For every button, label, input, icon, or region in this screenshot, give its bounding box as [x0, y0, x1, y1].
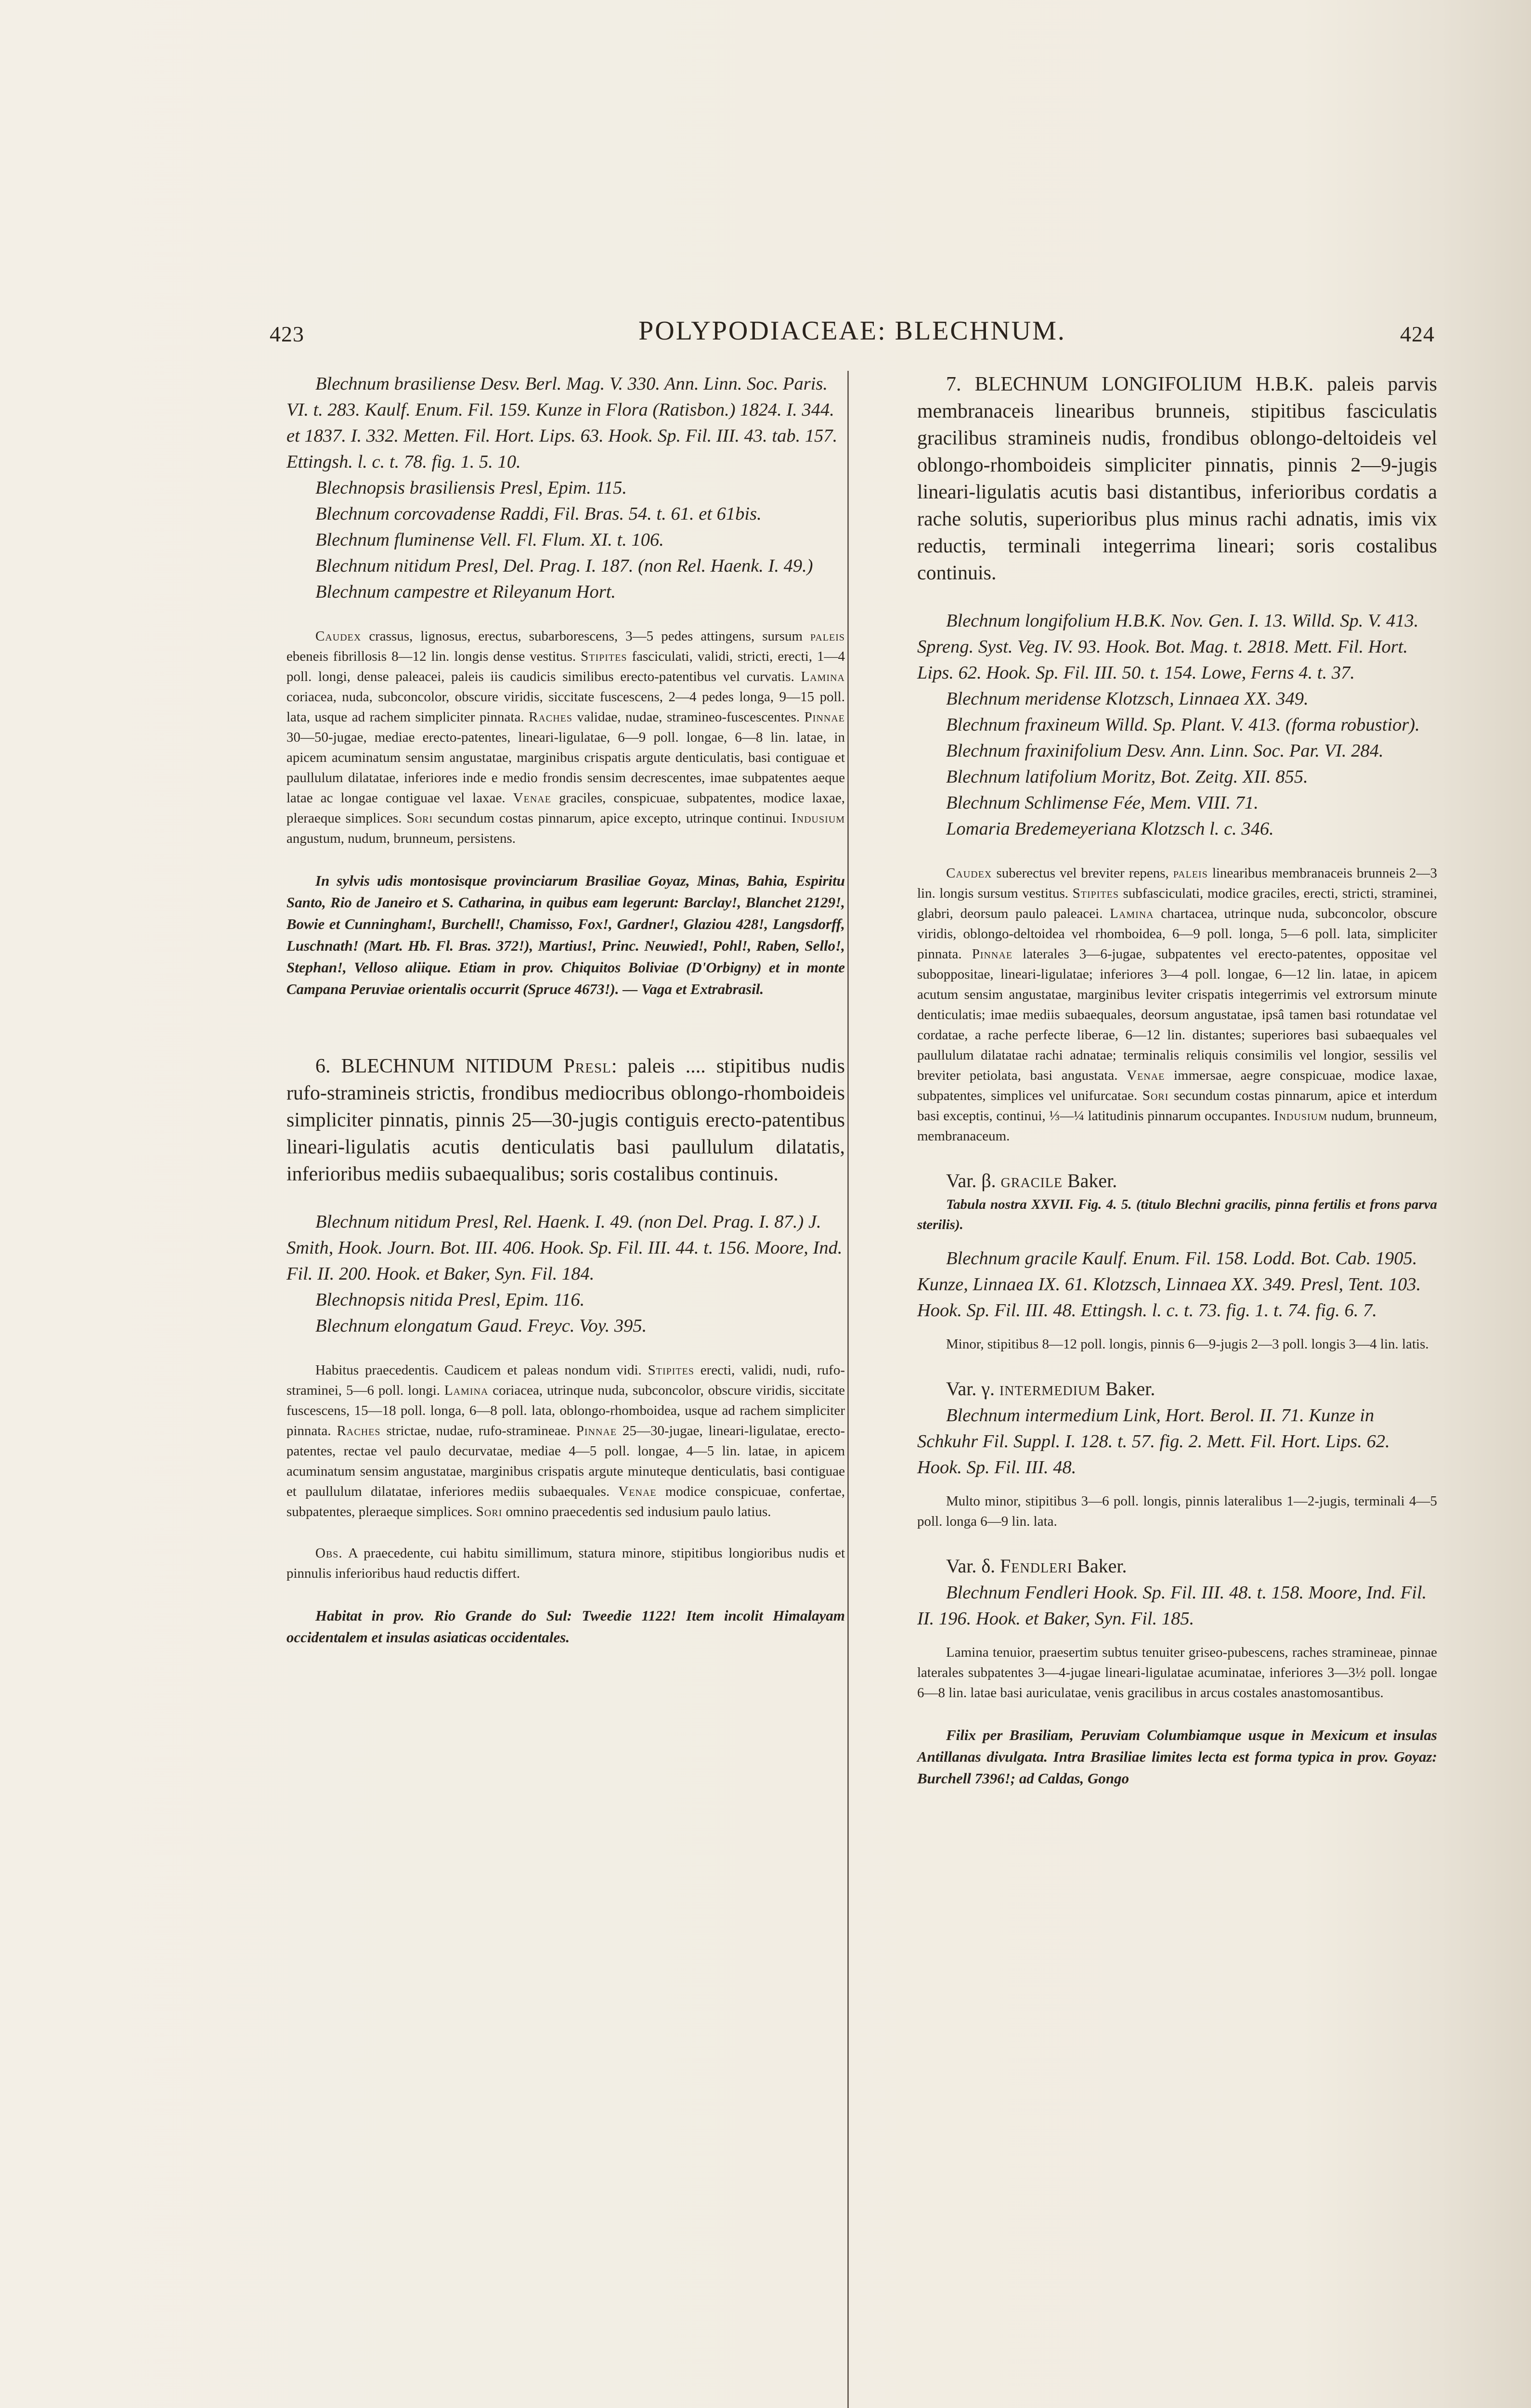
term: Pinnae [972, 946, 1013, 962]
synonym: Blechnopsis nitida Presl, Epim. 116. [315, 1290, 585, 1310]
species-6-diagnosis: 6. BLECHNUM NITIDUM Presl: paleis .... stipitibus nudis rufo-stramineis strictis, frondibus mediocribus oblongo-rhomboideis simpliciter pinnatis, pinnis 25—30-jugis contiguis erecto-patentibus lineari-ligulatis acutis denticulatis basi paullulum dilatatis, inferioribus mediis subaequalibus; soris costalibus continuis. [286, 1055, 845, 1185]
term: Venae [1127, 1068, 1165, 1083]
term: Sori [1142, 1088, 1169, 1103]
synonym: Blechnum corcovadense Raddi, Fil. Bras. 54. t. 61. et 61bis. [315, 504, 762, 524]
term: Lamina [444, 1383, 489, 1398]
term: Indusium [1273, 1108, 1327, 1124]
page-number-left: 423 [270, 322, 304, 346]
term: Stipites [648, 1362, 694, 1378]
synonym: Blechnum campestre et Rileyanum Hort. [315, 582, 616, 602]
locality-longifolium: Filix per Brasiliam, Peruviam Columbiamque usque in Mexicum et insulas Antillanas divulgata. Intra Brasiliae limites lecta est forma typica in prov. Goyaz: Burchell 7396!; ad Caldas, Gongo [917, 1727, 1437, 1787]
locality-nitidum: Habitat in prov. Rio Grande do Sul: Tweedie 1122! Item incolit Himalayam occidentalem et insulas asiaticas occidentales. [286, 1607, 845, 1646]
term: Indusium [791, 811, 845, 826]
synonym: Blechnum longifolium H.B.K. Nov. Gen. I. 13. Willd. Sp. V. 413. Spreng. Syst. Veg. IV. 93. Hook. Bot. Mag. t. 2818. Mett. Fil. Hort. Lips. 62. Hook. Sp. Fil. III. 50. t. 154. Lowe, Ferns 4. t. 37. [917, 611, 1419, 683]
synonym: Blechnum Schlimense Fée, Mem. VIII. 71. [946, 793, 1259, 813]
description-brasiliense: Caudex crassus, lignosus, erectus, subarborescens, 3—5 pedes attingens, sursum paleis ebeneis fibrillosis 8—12 lin. longis dense vestitus. Stipites fasciculati, validi, stricti, erecti, 1—4 poll. longi, dense paleacei, paleis iis caudicis similibus erecto-patentibus vel curvatis. Lamina coriacea, nuda, subconcolor, obscure viridis, siccitate fuscescens, 2—4 pedes longa, 9—15 poll. lata, usque ad rachem simpliciter pinnata. Raches validae, nudae, stramineo-fuscescentes. Pinnae 30—50-jugae, mediae erecto-patentes, lineari-ligulatae, 6—9 poll. longae, 6—8 lin. latae, in apicem acuminatum sensim angustatae, marginibus crispatis argute denticulatis, basi contiguae et paullulum dilatatae, inferiores inde e medio frondis sensim decrescentes, imae subpatentes aeque latae ac longae contiguae vel laxae. Venae graciles, conspicuae, subpatentes, modice laxae, pleraeque simplices. Sori secundum costas pinnarum, apice excepto, utrinque continui. Indusium angustum, nudum, brunneum, persistens. [286, 628, 845, 846]
synonyms-brasiliense [286, 371, 845, 605]
synonyms-nitidum [286, 1209, 845, 1339]
synonym: Blechnum brasiliense Desv. Berl. Mag. V. 330. Ann. Linn. Soc. Paris. VI. t. 283. Kaulf. Enum. Fil. 159. Kunze in Flora (Ratisbon.) 1824. I. 344. et 1837. I. 332. Metten. Fil. Hort. Lips. 63. Hook. Sp. Fil. III. 43. tab. 157. Ettingsh. l. c. t. 78. fig. 1. 5. 10. [286, 374, 838, 472]
synonym: Blechnum nitidum Presl, Rel. Haenk. I. 49. (non Del. Prag. I. 87.) J. Smith, Hook. Journ. Bot. III. 406. Hook. Sp. Fil. III. 44. t. 156. Moore, Ind. Fil. II. 200. Hook. et Baker, Syn. Fil. 184. [286, 1212, 843, 1284]
species-7-diagnosis: 7. BLECHNUM LONGIFOLIUM H.B.K. paleis parvis membranaceis linearibus brunneis, stipitibus fasciculatis gracilibus stramineis nudis, frondibus oblongo-deltoideis vel oblongo-rhomboideis simpliciter pinnatis, pinnis 2—9-jugis lineari-ligulatis acutis basi distantibus, inferioribus cordatis a rache solutis, superioribus plus minus rachi adnatis, imis vix reductis, terminali integerrima lineari; soris costalibus continuis. [917, 373, 1437, 584]
term: Stipites [1072, 886, 1119, 901]
left-column [286, 371, 845, 1648]
variety-beta-synonyms: Blechnum gracile Kaulf. Enum. Fil. 158. Lodd. Bot. Cab. 1905. Kunze, Linnaea IX. 61. Klotzsch, Linnaea XX. 349. Presl, Tent. 103. Hook. Sp. Fil. III. 48. Ettingsh. l. c. t. 73. fig. 1. t. 74. fig. 6. 7. [917, 1248, 1421, 1321]
page-number-right: 424 [1400, 322, 1435, 346]
synonym: Blechnum fraxineum Willd. Sp. Plant. V. 413. (forma robustior). [946, 715, 1420, 735]
right-column [917, 371, 1437, 1789]
locality-brasiliense: In sylvis udis montosisque provinciarum Brasiliae Goyaz, Minas, Bahia, Espiritu Santo, Rio de Janeiro et S. Catharina, in quibus eam legerunt: Barclay!, Blanchet 2129!, Bowie et Cunningham!, Burchell!, Chamisso, Fox!, Gardner!, Glaziou 428!, Langsdorff, Luschnath! (Mart. Hb. Fl. Bras. 372!), Martius!, Princ. Neuwied!, Pohl!, Raben, Sello!, Stephan!, Velloso aliique. Etiam in prov. Chiquitos Boliviae (D'Orbigny) et in monte Campana Peruviae orientalis occurrit (Spruce 4673!). — Vaga et Extrabrasil. [286, 872, 845, 997]
term: Raches [529, 709, 572, 725]
synonym: Lomaria Bredemeyeriana Klotzsch l. c. 346. [946, 819, 1274, 839]
variety-beta-plate: Tabula nostra XXVII. Fig. 4. 5. (titulo Blechni gracilis, pinna fertilis et frons parva sterilis). [917, 1197, 1437, 1232]
variety-delta-synonyms: Blechnum Fendleri Hook. Sp. Fil. III. 48. t. 158. Moore, Ind. Fil. II. 196. Hook. et Baker, Syn. Fil. 185. [917, 1583, 1427, 1629]
variety-beta-description: Minor, stipitibus 8—12 poll. longis, pinnis 6—9-jugis 2—3 poll. longis 3—4 lin. latis. [946, 1336, 1429, 1352]
synonym: Blechnum nitidum Presl, Del. Prag. I. 187. (non Rel. Haenk. I. 49.) [315, 556, 813, 576]
variety-gamma-heading: Var. γ. intermedium Baker. [946, 1378, 1155, 1400]
description-nitidum: Habitus praecedentis. Caudicem et paleas nondum vidi. Stipites erecti, validi, nudi, rufo-straminei, 5—6 poll. longi. Lamina coriacea, utrinque nuda, subconcolor, obscure viridis, siccitate fuscescens, 15—18 poll. longa, 6—8 poll. lata, oblongo-rhomboidea, usque ad rachem simpliciter pinnata. Raches strictae, nudae, rufo-stramineae. Pinnae 25—30-jugae, lineari-ligulatae, erecto-patentes, rectae vel paulo decurvatae, mediae 4—5 poll. longae, 4—5 lin. latae, in apicem acuminatum sensim angustatae, marginibus crispatis argute minuteque denticulatis, basi contiguae et paullulum dilatatae, inferiores mediis subaequales. Venae modice conspicuae, confertae, subpatentes, pleraeque simplices. Sori omnino praecedentis sed indusium paulo latius. [286, 1362, 845, 1519]
synonym: Blechnum meridense Klotzsch, Linnaea XX. 349. [946, 689, 1309, 709]
synonym: Blechnum latifolium Moritz, Bot. Zeitg. XII. 855. [946, 767, 1308, 787]
term: Caudex [315, 628, 362, 644]
obs-label: Obs. [315, 1545, 343, 1561]
term: Sori [476, 1504, 503, 1519]
term: Caudex [946, 865, 992, 881]
description-longifolium: Caudex suberectus vel breviter repens, paleis linearibus membranaceis brunneis 2—3 lin. longis sursum vestitus. Stipites subfasciculati, modice graciles, erecti, stricti, straminei, glabri, deorsum paulo paleacei. Lamina chartacea, utrinque nuda, subconcolor, obscure viridis, oblongo-deltoidea vel rhomboidea, 6—9 poll. longa, 5—6 poll. lata, simpliciter pinnata. Pinnae laterales 3—6-jugae, subpatentes vel erecto-patentes, oppositae vel suboppositae, lineari-ligulatae; inferiores 3—4 poll. longae, 6—12 lin. latae, in apicem acutum sensim angustatae, marginibus leviter crispatis integerrimis vel extrorsum minute denticulatis; imae mediis subaequales, deorsum angustatae, ipsâ tamen basi rotundatae vel cordatae, a rache perfecte liberae, 6—12 lin. distantes; superiores basi subaequales vel paullulum dilatatae rachi adnatae; terminalis reliquis consimilis vel longior, sessilis vel breviter petiolata, basi angustata. Venae immersae, aegre conspicuae, modice laxae, subpatentes, simplices vel unifurcatae. Sori secundum costas pinnarum, apice et interdum basi exceptis, continui, ⅓—¼ latitudinis pinnarum occupantes. Indusium nudum, brunneum, membranaceum. [917, 865, 1438, 1144]
term: Stipites [581, 649, 627, 664]
variety-beta-heading: Var. β. gracile Baker. [946, 1170, 1117, 1191]
observation-nitidum: Obs. A praecedente, cui habitu simillimum, statura minore, stipitibus longioribus nudis et pinnulis inferioribus haud reductis differt. [286, 1545, 845, 1581]
variety-delta-description: Lamina tenuior, praesertim subtus tenuiter griseo-pubescens, raches stramineae, pinnae laterales subpatentes 3—4-jugae lineari-ligulatae acuminatae, inferiores 3—3½ poll. longae 6—8 lin. latae basi auriculatae, venis gracilibus in arcus costales anastomosantibus. [917, 1645, 1437, 1701]
variety-delta-heading: Var. δ. Fendleri Baker. [946, 1555, 1127, 1577]
term: paleis [1173, 865, 1208, 881]
term: paleis [810, 628, 845, 644]
variety-gamma-synonyms: Blechnum intermedium Link, Hort. Berol. II. 71. Kunze in Schkuhr Fil. Suppl. I. 128. t. 57. fig. 2. Mett. Fil. Hort. Lips. 62. Hook. Sp. Fil. III. 48. [917, 1405, 1390, 1478]
synonym: Blechnum fluminense Vell. Fl. Flum. XI. t. 106. [315, 530, 664, 550]
term: Lamina [801, 669, 845, 684]
synonym: Blechnum fraxinifolium Desv. Ann. Linn. Soc. Par. VI. 284. [946, 741, 1384, 761]
term: Pinnae [576, 1423, 617, 1439]
term: Lamina [1110, 906, 1154, 921]
species-6-heading: 6. BLECHNUM NITIDUM [315, 1055, 553, 1077]
term: Pinnae [804, 709, 845, 725]
variety-gamma-description: Multo minor, stipitibus 3—6 poll. longis, pinnis lateralibus 1—2-jugis, terminali 4—5 poll. longa 6—9 lin. lata. [917, 1493, 1437, 1529]
term: Sori [406, 811, 433, 826]
column-divider [847, 371, 849, 2408]
running-header [270, 315, 1435, 354]
synonym: Blechnum elongatum Gaud. Freyc. Voy. 395. [315, 1316, 647, 1336]
term: Venae [513, 790, 551, 806]
term: Venae [618, 1484, 657, 1499]
term: Raches [337, 1423, 381, 1439]
running-title: POLYPODIACEAE: BLECHNUM. [638, 316, 1066, 346]
species-6-author: Presl [563, 1055, 611, 1077]
synonyms-longifolium [917, 608, 1437, 842]
synonym: Blechnopsis brasiliensis Presl, Epim. 115. [315, 478, 627, 498]
